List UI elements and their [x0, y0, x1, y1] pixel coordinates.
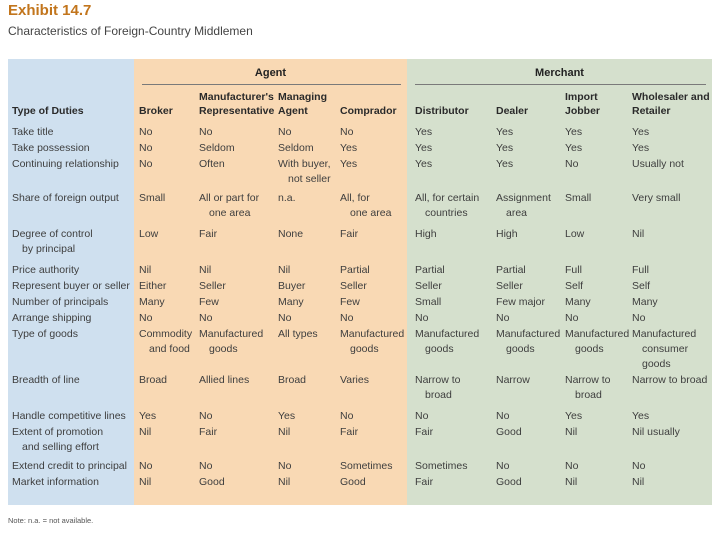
- table-cell: Fair: [340, 426, 359, 438]
- table-cell: No: [139, 142, 153, 154]
- table-cell: Full: [632, 264, 649, 276]
- table-cell: High: [496, 228, 518, 240]
- table-cell: No: [632, 312, 646, 324]
- table-cell: Full: [565, 264, 582, 276]
- row-label: Degree of control by principal: [12, 228, 93, 255]
- row-label: Price authority: [12, 264, 80, 276]
- table-cell: No: [278, 460, 292, 472]
- column-header-import-jobber: Import Jobber: [565, 91, 601, 117]
- table-cell: No: [278, 126, 292, 138]
- table-cell: Many: [632, 296, 658, 308]
- table-cell: Nil: [278, 426, 291, 438]
- table-cell: Yes: [139, 410, 157, 422]
- table-cell: Seldom: [278, 142, 314, 154]
- table-cell: Good: [496, 476, 522, 488]
- middlemen-table: [8, 59, 712, 505]
- table-cell: Yes: [415, 158, 433, 170]
- table-cell: Manufactured goods: [415, 328, 480, 355]
- table-cell: High: [415, 228, 437, 240]
- table-cell: Yes: [340, 142, 358, 154]
- table-cell: Yes: [415, 126, 433, 138]
- table-cell: No: [199, 460, 213, 472]
- table-cell: Yes: [565, 142, 583, 154]
- column-header-type-of-duties: Type of Duties: [12, 105, 84, 117]
- table-cell: With buyer, not seller: [278, 158, 331, 185]
- table-cell: Many: [565, 296, 591, 308]
- table-cell: Broad: [278, 374, 307, 386]
- table-cell: Nil: [278, 264, 291, 276]
- table-cell: Low: [139, 228, 159, 240]
- table-cell: No: [139, 312, 153, 324]
- table-cell: Yes: [496, 126, 514, 138]
- table-cell: Partial: [340, 264, 370, 276]
- table-cell: All or part for one area: [199, 192, 260, 219]
- table-cell: Allied lines: [199, 374, 250, 386]
- row-label: Handle competitive lines: [12, 410, 126, 422]
- row-label: Take title: [12, 126, 54, 138]
- table-cell: Nil: [278, 476, 291, 488]
- table-cell: No: [415, 410, 429, 422]
- table-cell: Few major: [496, 296, 546, 308]
- table-cell: Yes: [415, 142, 433, 154]
- table-cell: Many: [278, 296, 304, 308]
- table-cell: Commodity and food: [139, 328, 193, 355]
- table-cell: Varies: [340, 374, 369, 386]
- table-cell: Sometimes: [415, 460, 468, 472]
- table-cell: No: [139, 460, 153, 472]
- table-cell: Nil: [139, 264, 152, 276]
- table-cell: Often: [199, 158, 225, 170]
- table-cell: None: [278, 228, 304, 240]
- table-cell: Partial: [415, 264, 445, 276]
- table-cell: Manufactured goods: [496, 328, 561, 355]
- column-header-wholesaler-and-retailer: Wholesaler and Retailer: [632, 91, 710, 117]
- merchant-group-rule: [415, 84, 706, 85]
- table-cell: Yes: [565, 410, 583, 422]
- agent-group-rule: [142, 84, 401, 85]
- table-cell: Manufactured goods: [340, 328, 405, 355]
- table-cell: Assignment area: [496, 192, 551, 219]
- table-cell: No: [340, 312, 354, 324]
- table-cell: No: [496, 410, 510, 422]
- exhibit-number: Exhibit 14.7: [8, 2, 92, 19]
- table-cell: Broad: [139, 374, 168, 386]
- table-cell: Yes: [340, 158, 358, 170]
- row-label: Extent of promotion and selling effort: [12, 426, 104, 453]
- column-header-distributor: Distributor: [415, 105, 469, 117]
- row-label: Continuing relationship: [12, 158, 119, 170]
- table-cell: Nil: [565, 476, 578, 488]
- exhibit-title: Characteristics of Foreign-Country Middlemen: [8, 24, 253, 38]
- table-cell: Small: [415, 296, 442, 308]
- table-cell: Good: [340, 476, 366, 488]
- table-cell: Yes: [278, 410, 296, 422]
- table-cell: Buyer: [278, 280, 306, 292]
- table-cell: Seller: [340, 280, 367, 292]
- table-cell: No: [199, 410, 213, 422]
- row-label: Represent buyer or seller: [12, 280, 130, 292]
- table-cell: Yes: [496, 142, 514, 154]
- table-cell: Usually not: [632, 158, 684, 170]
- table-cell: Low: [565, 228, 585, 240]
- agent-group-label: Agent: [254, 67, 287, 79]
- table-cell: No: [340, 126, 354, 138]
- table-cell: Yes: [565, 126, 583, 138]
- column-header-comprador: Comprador: [340, 105, 397, 117]
- table-cell: Seller: [415, 280, 442, 292]
- table-cell: Narrow to broad: [415, 374, 461, 401]
- table-cell: Narrow to broad: [632, 374, 708, 386]
- table-note: Note: n.a. = not available.: [8, 516, 94, 525]
- table-cell: Fair: [415, 476, 434, 488]
- table-cell: Nil: [199, 264, 212, 276]
- table-cell: Nil: [565, 426, 578, 438]
- table-cell: Yes: [632, 142, 650, 154]
- row-label: Share of foreign output: [12, 192, 119, 204]
- table-cell: Nil: [139, 426, 152, 438]
- table-cell: Manufactured consumer goods: [632, 328, 697, 370]
- row-label: Take possession: [12, 142, 90, 154]
- row-label: Market information: [12, 476, 99, 488]
- table-cell: Self: [565, 280, 584, 292]
- table-cell: No: [496, 312, 510, 324]
- table-cell: n.a.: [278, 192, 296, 204]
- table-cell: Nil: [632, 228, 645, 240]
- row-label: Breadth of line: [12, 374, 80, 386]
- table-cell: Narrow: [496, 374, 530, 386]
- table-cell: Fair: [199, 426, 218, 438]
- row-label: Number of principals: [12, 296, 109, 308]
- table-cell: Manufactured goods: [565, 328, 630, 355]
- table-cell: Few: [340, 296, 360, 308]
- table-cell: No: [415, 312, 429, 324]
- table-cell: All, for one area: [340, 192, 392, 219]
- table-cell: Seldom: [199, 142, 235, 154]
- table-cell: Partial: [496, 264, 526, 276]
- table-cell: Yes: [496, 158, 514, 170]
- column-header-managing-agent: Managing Agent: [278, 91, 327, 117]
- table-cell: Yes: [632, 126, 650, 138]
- table-cell: No: [632, 460, 646, 472]
- table-cell: Self: [632, 280, 651, 292]
- table-cell: Very small: [632, 192, 681, 204]
- row-label: Type of goods: [12, 328, 78, 340]
- table-cell: Narrow to broad: [565, 374, 611, 401]
- table-cell: Seller: [199, 280, 226, 292]
- table-cell: All types: [278, 328, 318, 340]
- table-cell: Nil: [632, 476, 645, 488]
- table-cell: Seller: [496, 280, 523, 292]
- table-cell: Fair: [199, 228, 218, 240]
- table-cell: Many: [139, 296, 165, 308]
- row-label: Arrange shipping: [12, 312, 92, 324]
- table-cell: Nil: [139, 476, 152, 488]
- table-cell: Sometimes: [340, 460, 393, 472]
- merchant-group-label: Merchant: [535, 67, 584, 79]
- table-cell: Either: [139, 280, 167, 292]
- table-cell: No: [278, 312, 292, 324]
- column-header-broker: Broker: [139, 105, 173, 117]
- table-cell: No: [565, 158, 579, 170]
- table-cell: Small: [139, 192, 166, 204]
- column-header-manufacturers-representative: Manufacturer's Representative: [199, 91, 275, 117]
- column-header-dealer: Dealer: [496, 105, 529, 117]
- table-cell: Small: [565, 192, 592, 204]
- table-cell: No: [199, 312, 213, 324]
- table-cell: Few: [199, 296, 219, 308]
- row-label: Extend credit to principal: [12, 460, 127, 472]
- table-cell: No: [340, 410, 354, 422]
- table-cell: All, for certain countries: [415, 192, 480, 219]
- table-cell: Yes: [632, 410, 650, 422]
- table-cell: No: [139, 158, 153, 170]
- table-cell: Fair: [340, 228, 359, 240]
- table-cell: No: [139, 126, 153, 138]
- table-cell: Manufactured goods: [199, 328, 264, 355]
- table-cell: Fair: [415, 426, 434, 438]
- table-cell: No: [565, 312, 579, 324]
- table-cell: No: [565, 460, 579, 472]
- table-cell: Good: [199, 476, 225, 488]
- table-cell: Good: [496, 426, 522, 438]
- table-cell: No: [199, 126, 213, 138]
- table-cell: Nil usually: [632, 426, 680, 438]
- table-cell: No: [496, 460, 510, 472]
